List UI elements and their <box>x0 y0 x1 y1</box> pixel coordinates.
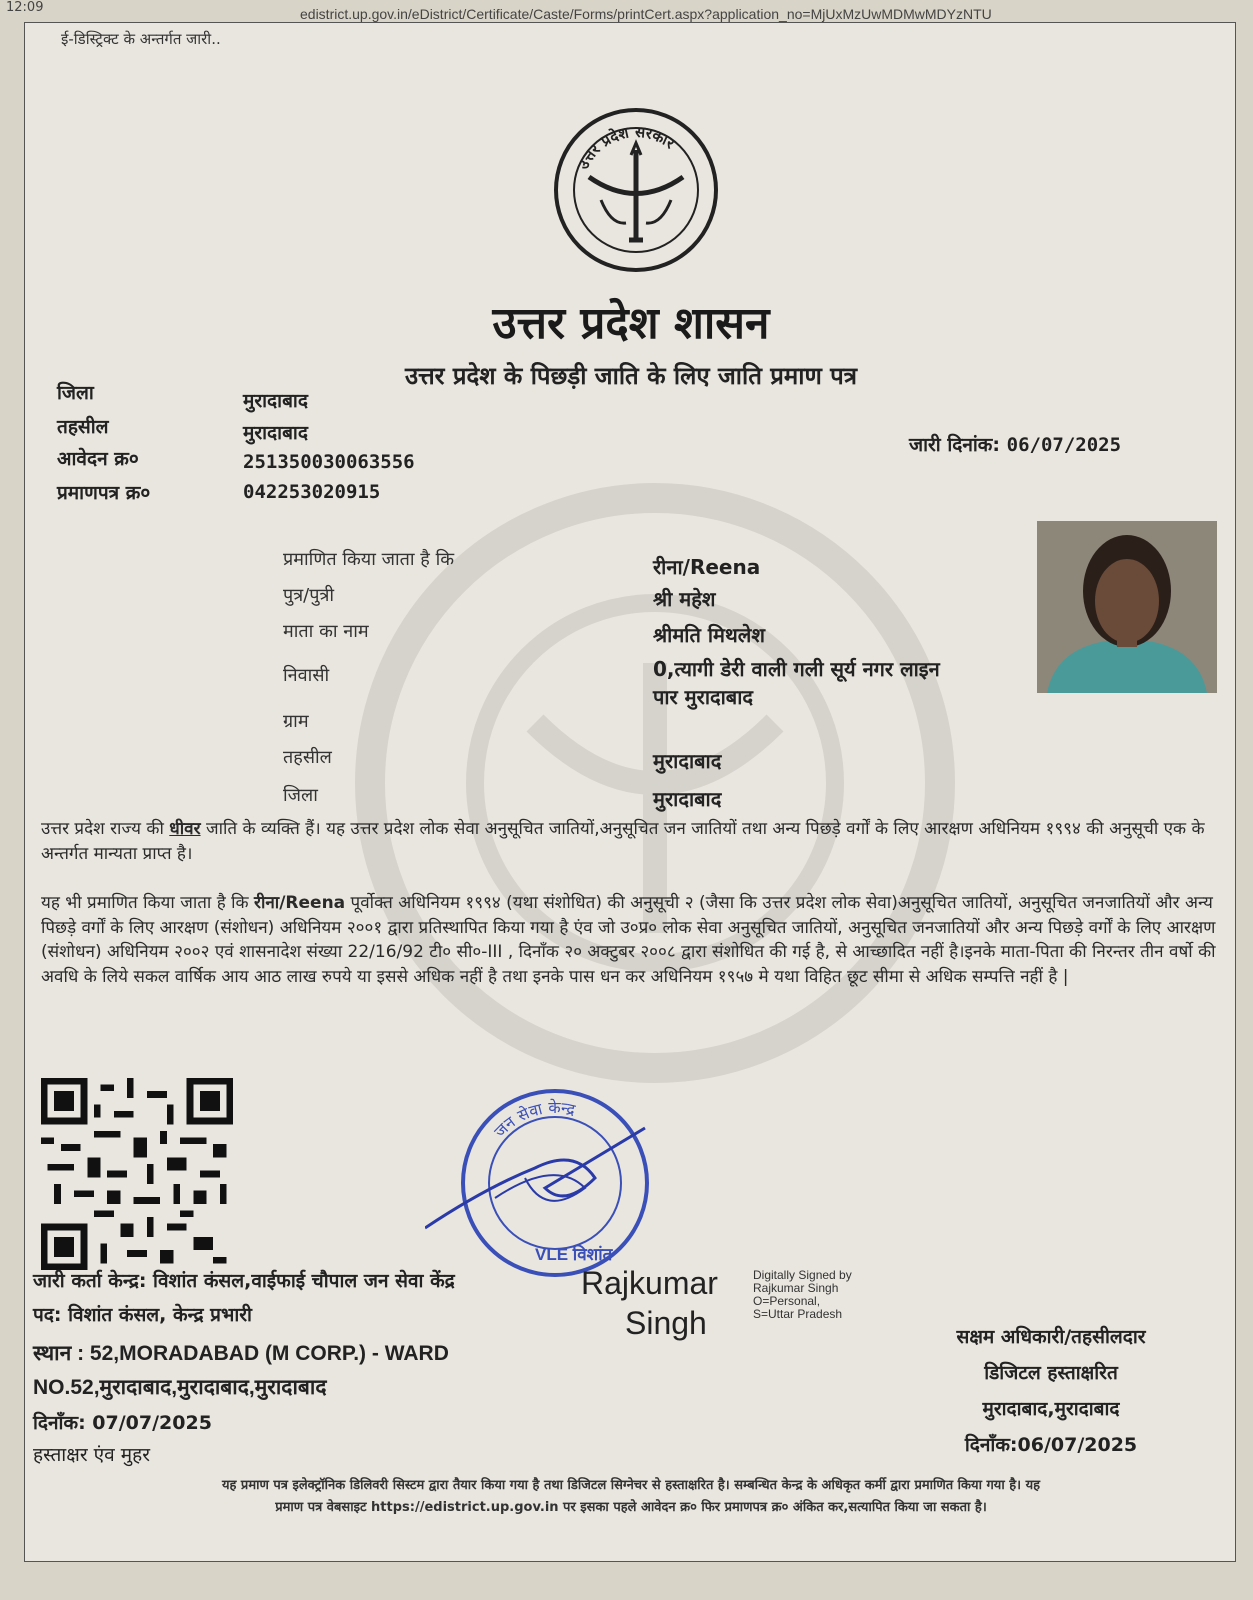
officer-place: मुरादाबाद,मुरादाबाद <box>982 1398 1120 1420</box>
certificate-number-label: प्रमाणपत्र क्र० <box>57 482 151 504</box>
parent-label: पुत्र/पुत्री <box>283 585 335 606</box>
field-district-label: जिला <box>283 785 318 806</box>
parent-name: श्री महेश <box>653 587 716 611</box>
print-url: edistrict.up.gov.in/eDistrict/Certificate/Caste/Forms/printCert.aspx?application_no=MjUxMzUwMDMwMDYzNTU <box>300 6 992 22</box>
caste-name: धीवर <box>169 819 201 839</box>
issuer-place-line2: NO.52,मुरादाबाद,मुरादाबाद,मुरादाबाद <box>33 1376 327 1399</box>
officer-date: दिनाँक:06/07/2025 <box>964 1434 1138 1456</box>
digital-signature-details: Digitally Signed by Rajkumar Singh O=Personal, S=Uttar Pradesh <box>753 1268 852 1321</box>
applicant-photo <box>1037 521 1217 693</box>
centre-stamp-seal <box>425 1078 655 1293</box>
up-government-emblem-icon <box>551 105 721 275</box>
digital-signer <box>581 1263 718 1341</box>
stamp-bottom-text: VLE विशांत <box>535 1245 613 1264</box>
issuer-date: दिनाँक: 07/07/2025 <box>33 1412 212 1434</box>
mother-name: श्रीमति मिथलेश <box>653 623 765 647</box>
officer-title: सक्षम अधिकारी/तहसीलदार <box>956 1326 1146 1348</box>
stamp-text: जन सेवा केन्द्र <box>490 1097 578 1142</box>
district-label: जिला <box>57 382 94 404</box>
footer-note-line2: प्रमाण पत्र वेबसाइट https://edistrict.up.gov.in पर इसका पहले आवेदन क्र० फिर प्रमाणपत्र क्र० अंकित कर,सत्यापित किया जा सकता है। <box>275 1500 987 1515</box>
applicant-name-inline: रीना/Reena <box>254 893 346 913</box>
address-line-1: 0,त्यागी डेरी वाली गली सूर्य नगर लाइन <box>653 657 940 681</box>
verification-qr-code <box>41 1078 233 1270</box>
officer-digital-signed: डिजिटल हस्ताक्षरित <box>984 1362 1118 1384</box>
address-line-2: पार मुरादाबाद <box>653 685 754 709</box>
district-value: मुरादाबाद <box>243 390 308 412</box>
certified-label: प्रमाणित किया जाता है कि <box>283 549 455 570</box>
issued-under-note: ई-डिस्ट्रिक्ट के अन्तर्गत जारी.. <box>61 30 221 48</box>
mother-label: माता का नाम <box>283 621 369 642</box>
field-tehsil-label: तहसील <box>283 747 332 768</box>
certificate-number: 042253020915 <box>243 481 381 503</box>
tehsil-label: तहसील <box>57 416 109 438</box>
browser-print-header <box>0 0 1253 24</box>
svg-text:जन सेवा केन्द्र <box>490 1098 577 1141</box>
footer-note-line1: यह प्रमाण पत्र इलेक्ट्रॉनिक डिलिवरी सिस्टम द्वारा तैयार किया गया है तथा डिजिटल सिग्नेचर से हस्ताक्षरित है। सम्बन्धित केन्द्र के अधिकृत कर्मी द्वारा प्रमाणित किया गया है। यह <box>221 1478 1041 1493</box>
certificate-title: उत्तर प्रदेश के पिछड़ी जाति के लिए जाति प्रमाण पत्र <box>404 361 858 390</box>
issue-date-value: 06/07/2025 <box>1006 434 1122 456</box>
village-label: ग्राम <box>283 711 309 732</box>
signer-name-line1: Rajkumar <box>581 1265 718 1301</box>
caste-paragraph: उत्तर प्रदेश राज्य की धीवर जाति के व्यक्ति हैं। यह उत्तर प्रदेश लोक सेवा अनुसूचित जातियों,अनुसूचित जन जातियों तथा अन्य पिछड़े वर्गों के लिए आरक्षण अधिनियम १९९४ की अनुसूची एक के अन्तर्गत मान्यता प्राप्त है। <box>41 819 1205 864</box>
issuer-place-line1: स्थान : 52,MORADABAD (M CORP.) - WARD <box>33 1342 449 1365</box>
issue-date <box>909 431 1121 457</box>
issue-date-label: जारी दिनांक: <box>909 434 1000 456</box>
application-label: आवेदन क्र० <box>57 448 139 470</box>
sign-and-seal: हस्ताक्षर एंव मुहर <box>33 1444 150 1466</box>
certificate-page <box>24 22 1236 1562</box>
field-tehsil-value: मुरादाबाद <box>653 749 722 773</box>
applicant-name: रीना/Reena <box>653 555 761 579</box>
issuing-centre: जारी कर्ता केन्द्र: विशांत कंसल,वाईफाई चौपाल जन सेवा केंद्र <box>33 1270 455 1292</box>
application-number: 251350030063556 <box>243 451 415 473</box>
resident-label: निवासी <box>283 665 330 686</box>
field-district-value: मुरादाबाद <box>653 787 722 811</box>
emblem-text: उत्तर प्रदेश सरकार <box>573 122 679 173</box>
tehsil-value: मुरादाबाद <box>243 422 308 444</box>
government-heading: उत्तर प्रदेश शासन <box>492 298 770 349</box>
issuer-post: पद: विशांत कंसल, केन्द्र प्रभारी <box>33 1304 252 1326</box>
certification-paragraph: यह भी प्रमाणित किया जाता है कि रीना/Reena पूर्वोक्त अधिनियम १९९४ (यथा संशोधित) की अनुसूची २ (जैसा कि उत्तर प्रदेश लोक सेवा)अनुसूचित जातियों, अनुसूचित जनजातियों और अन्य पिछड़े वर्गों के लिए आरक्षण (संशोधन) अधिनियम २००१ द्वारा प्रतिस्थापित किया गया है एंव जो उ०प्र० लोक सेवा अनुसूचित जातियों, अनुसूचित जनजातियों और अन्य पिछड़े वर्गों के लिए आरक्षण (संशोधन) अधिनियम २००२ एवं शासनादेश संख्या 22/16/92 टी० सी०-III , दिनाँक २० अक्टुबर २००८ द्वारा संशोधित की गई है, से आच्छादित नहीं है।इनके माता-पिता की निरन्तर तीन वर्षो की अवधि के लिये सकल वार्षिक आय आठ लाख रुपये या इससे अधिक नहीं है तथा इनके पास धन कर अधिनियम १९५७ मे यथा विहित छूट सीमा से अधिक सम्पत्ति नहीं है | <box>41 893 1216 987</box>
print-time: 12:09 <box>6 0 44 15</box>
signer-name-line2: Singh <box>625 1305 707 1341</box>
